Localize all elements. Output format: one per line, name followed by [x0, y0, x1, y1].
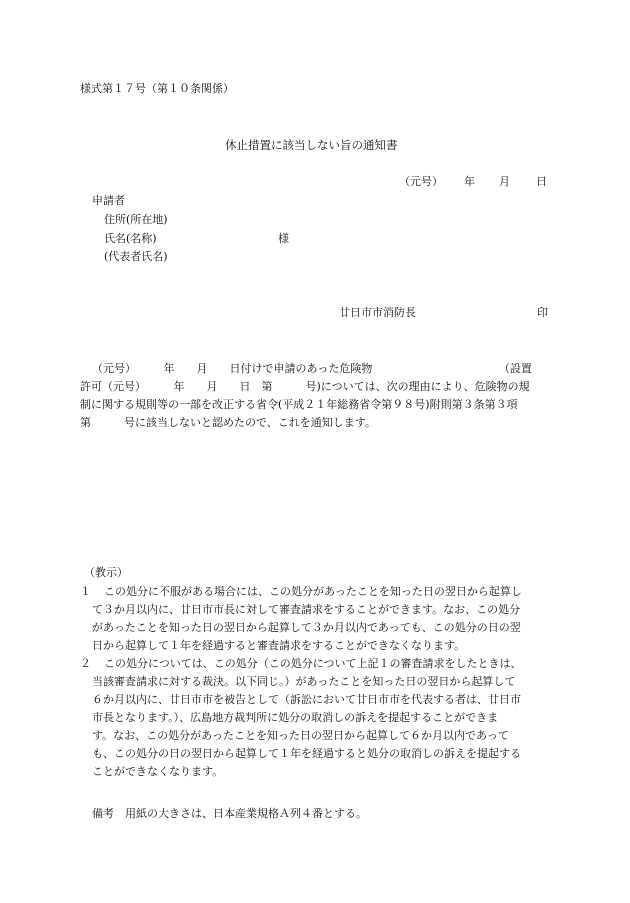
date-month: 月 [499, 175, 510, 188]
instruction-line: 日から起算して１年を経過すると審査請求をすることができなくなります。 [92, 639, 466, 652]
instruction-line: この処分については、この処分（この処分について上記１の審査請求をしたときは、 [104, 657, 522, 670]
instruction-item [80, 583, 550, 655]
body-line: 第 号に該当しないと認めたので、これを通知します。 [80, 416, 376, 429]
remarks: 備考 用紙の大きさは、日本産業規格Ａ列４番とする。 [92, 807, 367, 820]
applicant-address: 住所(所在地) [104, 213, 168, 226]
instruction-line: この処分に不服がある場合には、この処分があったことを知った日の翌日から起算し [104, 585, 522, 598]
form-number: 様式第１７号（第１０条関係） [80, 82, 234, 95]
date-day: 日 [536, 175, 547, 188]
instruction-line: も、この処分の日の翌日から起算して１年を経過すると処分の取消しの訴えを提起する [92, 747, 521, 760]
date-year: 年 [464, 175, 475, 188]
date-era: （元号） [399, 175, 443, 188]
instruction-heading: （教示） [84, 566, 128, 579]
instruction-line: て３か月以内に、廿日市市長に対して審査請求をすることができます。なお、この処分 [92, 603, 521, 616]
instruction-line: 市長となります。）、広島地方裁判所に処分の取消しの訴えを提起することができま [92, 711, 499, 724]
body-line: （元号） 年 月 日付けで申請のあった危険物 （設置 [92, 362, 532, 375]
applicant-label: 申請者 [92, 194, 125, 207]
instruction-item-number: ２ [80, 657, 91, 670]
applicant-representative: (代表者氏名) [104, 250, 168, 263]
issuer-name: 廿日市市消防長 [339, 306, 416, 319]
instruction-item [80, 655, 550, 781]
instruction-item-number: １ [80, 585, 91, 598]
applicant-honorific: 様 [278, 232, 289, 245]
instruction-line: ６か月以内に、廿日市市を被告として（訴訟において廿日市市を代表する者は、廿日市 [92, 693, 521, 706]
applicant-name: 氏名(名称) [104, 232, 157, 245]
instruction-line: 当該審査請求に対する裁決。以下同じ。）があったことを知った日の翌日から起算して [92, 675, 516, 688]
instruction-line: があったことを知った日の翌日から起算して３か月以内であっても、この処分の日の翌 [92, 621, 521, 634]
document-title: 休止措置に該当しない旨の通知書 [225, 138, 398, 152]
body-paragraph [80, 360, 550, 432]
body-line: 制に関する規則等の一部を改正する省令(平成２１年総務省令第９８号)附則第３条第３項 [80, 398, 518, 411]
instruction-line: す。なお、この処分があったことを知った日の翌日から起算して６か月以内であって [92, 729, 509, 742]
instruction-line: ことができなくなります。 [92, 765, 224, 778]
body-line: 許可（元号） 年 月 日 第 号)については、次の理由により、危険物の規 [80, 380, 530, 393]
issuer-seal: 印 [537, 306, 548, 319]
